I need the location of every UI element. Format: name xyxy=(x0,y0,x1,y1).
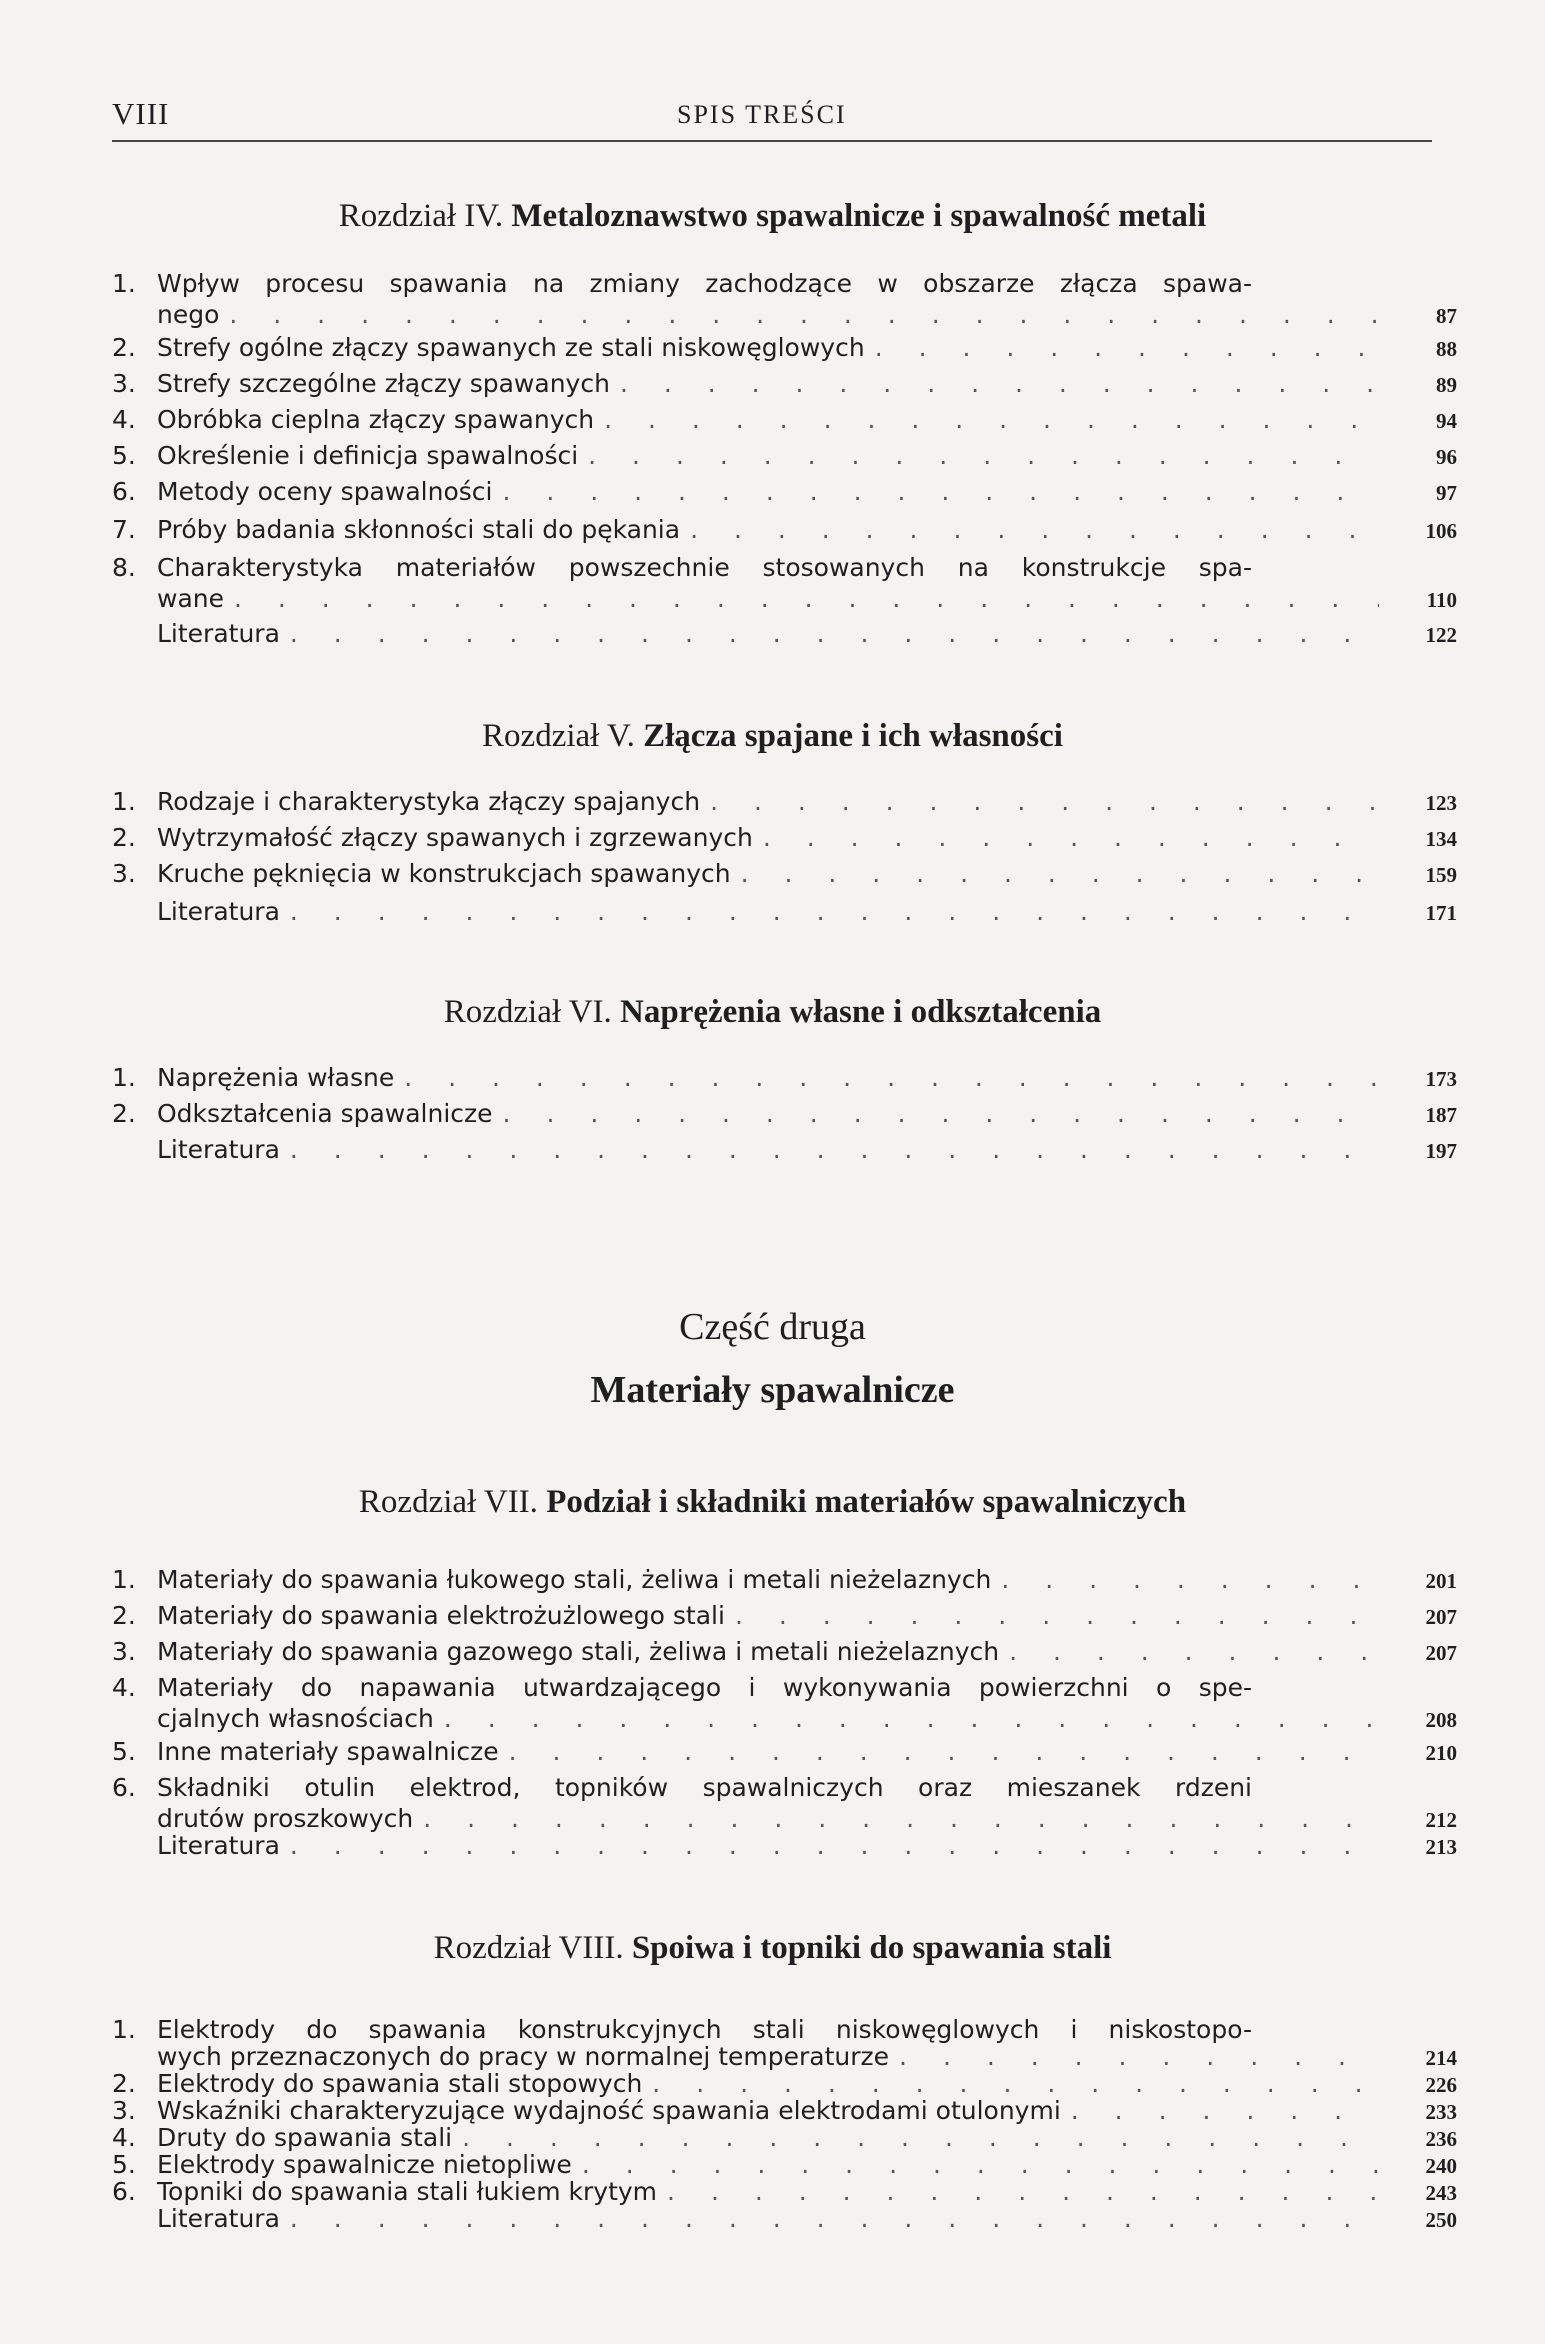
entry-page-number: 97 xyxy=(1436,481,1457,505)
entry-page-number: 240 xyxy=(1425,2154,1457,2178)
entry-number: 3. xyxy=(112,369,136,398)
chapter-8-heading xyxy=(0,1930,1545,1967)
entry-text: Metody oceny spawalności xyxy=(157,477,493,506)
leader-dots xyxy=(1001,1564,1379,1595)
entry-text: Druty do spawania stali xyxy=(157,2123,453,2152)
entry-text: Kruche pęknięcia w konstrukcjach spawanych xyxy=(157,859,731,888)
entry-text: Odkształcenia spawalnicze xyxy=(157,1099,493,1128)
entry-number: 4. xyxy=(112,405,136,434)
entry-number: 2. xyxy=(112,1601,136,1630)
leader-dots xyxy=(667,2178,1379,2205)
leader-dots xyxy=(290,2205,1379,2232)
entry-text: Rodzaje i charakterystyka złączy spajanych xyxy=(157,787,701,816)
entry-text: Strefy szczególne złączy spawanych xyxy=(157,369,610,398)
entry-number: 6. xyxy=(112,477,136,506)
entry-page-number: 213 xyxy=(1425,1835,1457,1859)
entry-text-line2: drutów proszkowych xyxy=(157,1804,414,1833)
entry-page-number: 173 xyxy=(1425,1067,1457,1091)
entry-number: 1. xyxy=(112,269,136,298)
entry-page-number: 87 xyxy=(1436,304,1457,328)
entry-text: Materiały do spawania elektrożużlowego stali xyxy=(157,1601,725,1630)
leader-dots xyxy=(735,1600,1379,1631)
leader-dots xyxy=(502,476,1379,507)
entry-page-number: 122 xyxy=(1425,623,1457,647)
entry-text: Obróbka cieplna złączy spawanych xyxy=(157,405,595,434)
leader-dots xyxy=(763,822,1379,853)
leader-dots xyxy=(690,514,1379,545)
entry-text-line2: wane xyxy=(157,584,224,613)
entry-page-number: 134 xyxy=(1425,827,1457,851)
leader-dots xyxy=(444,1703,1379,1734)
entry-text: Elektrody spawalnicze nietopliwe xyxy=(157,2150,572,2179)
chapter-4-heading xyxy=(0,198,1545,235)
chapter-5-heading xyxy=(0,718,1545,755)
leader-dots xyxy=(290,1134,1379,1165)
entry-page-number: 106 xyxy=(1425,519,1457,543)
page-folio: VIII xyxy=(112,96,170,131)
leader-dots xyxy=(290,896,1379,927)
entry-number: 2. xyxy=(112,2069,136,2098)
chapter-6-label: Rozdział VI. xyxy=(443,994,612,1030)
entry-page-number: 207 xyxy=(1425,1605,1457,1629)
entry-page-number: 210 xyxy=(1425,1741,1457,1765)
entry-text-line1: Materiały do napawania utwardzającego i wykonywania powierzchni o spe- xyxy=(157,1673,1252,1702)
leader-dots xyxy=(234,583,1379,614)
entry-page-number: 94 xyxy=(1436,409,1457,433)
running-head xyxy=(112,96,1432,142)
entry-number: 6. xyxy=(112,1773,136,1802)
entry-page-number: 110 xyxy=(1426,588,1457,612)
entry-number: 1. xyxy=(112,1063,136,1092)
entry-page-number: 243 xyxy=(1425,2181,1457,2205)
chapter-8-label: Rozdział VIII. xyxy=(433,1930,624,1966)
chapter-6-heading xyxy=(0,994,1545,1031)
entry-text: Próby badania skłonności stali do pękania xyxy=(157,515,681,544)
leader-dots xyxy=(1009,1636,1379,1667)
entry-text-line2: cjalnych własnościach xyxy=(157,1704,434,1733)
entry-number: 2. xyxy=(112,333,136,362)
entry-page-number: 233 xyxy=(1425,2100,1457,2124)
entry-page-number: 208 xyxy=(1425,1708,1457,1732)
entry-text: Materiały do spawania gazowego stali, żeliwa i metali nieżelaznych xyxy=(157,1637,1000,1666)
leader-dots xyxy=(290,618,1379,649)
leader-dots xyxy=(899,2043,1379,2070)
entry-number: 6. xyxy=(112,2177,136,2206)
chapter-8-title: Spoiwa i topniki do spawania stali xyxy=(631,1930,1112,1966)
entry-text: Literatura xyxy=(157,897,280,926)
entry-text: Wskaźniki charakteryzujące wydajność spawania elektrodami otulonymi xyxy=(157,2096,1061,2125)
leader-dots xyxy=(741,858,1379,889)
leader-dots xyxy=(503,1098,1379,1129)
entry-number: 2. xyxy=(112,823,136,852)
leader-dots xyxy=(290,1830,1379,1861)
entry-number: 3. xyxy=(112,859,136,888)
part-title: Część druga xyxy=(679,1306,866,1348)
entry-text-line1: Charakterystyka materiałów powszechnie stosowanych na konstrukcje spa- xyxy=(157,553,1252,582)
entry-number: 4. xyxy=(112,2123,136,2152)
leader-dots xyxy=(509,1736,1379,1767)
leader-dots xyxy=(604,404,1379,435)
leader-dots xyxy=(620,368,1379,399)
entry-number: 1. xyxy=(112,1565,136,1594)
leader-dots xyxy=(875,332,1379,363)
entry-text-line1: Wpływ procesu spawania na zmiany zachodzące w obszarze złącza spawa- xyxy=(157,269,1252,298)
entry-page-number: 171 xyxy=(1425,901,1457,925)
entry-number: 2. xyxy=(112,1099,136,1128)
leader-dots xyxy=(582,2151,1379,2178)
entry-page-number: 96 xyxy=(1436,445,1457,469)
entry-page-number: 226 xyxy=(1425,2073,1457,2097)
chapter-4-title: Metaloznawstwo spawalnicze i spawalność metali xyxy=(511,198,1207,234)
entry-text: Literatura xyxy=(157,1135,280,1164)
chapter-7-heading xyxy=(0,1484,1545,1521)
entry-text: Strefy ogólne złączy spawanych ze stali niskowęglowych xyxy=(157,333,865,362)
leader-dots xyxy=(1071,2097,1379,2124)
entry-text: Literatura xyxy=(157,1831,280,1860)
entry-number: 3. xyxy=(112,1637,136,1666)
chapter-6-title: Naprężenia własne i odkształcenia xyxy=(620,994,1102,1030)
entry-page-number: 214 xyxy=(1425,2046,1457,2070)
chapter-5-title: Złącza spajane i ich własności xyxy=(643,718,1063,754)
entry-text: Topniki do spawania stali łukiem krytym xyxy=(157,2177,658,2206)
entry-number: 5. xyxy=(112,1737,136,1766)
leader-dots xyxy=(652,2070,1379,2097)
leader-dots xyxy=(588,440,1379,471)
entry-number: 1. xyxy=(112,787,136,816)
chapter-4-label: Rozdział IV. xyxy=(338,198,504,234)
entry-text-line1: Elektrody do spawania konstrukcyjnych stali niskowęglowych i niskostopo- xyxy=(157,2015,1252,2044)
entry-number: 5. xyxy=(112,441,136,470)
part-subtitle: Materiały spawalnicze xyxy=(590,1369,955,1411)
entry-number: 3. xyxy=(112,2096,136,2125)
entry-text: Literatura xyxy=(157,2204,280,2233)
entry-number: 5. xyxy=(112,2150,136,2179)
entry-page-number: 123 xyxy=(1425,791,1457,815)
entry-page-number: 89 xyxy=(1436,373,1457,397)
entry-page-number: 88 xyxy=(1436,337,1457,361)
chapter-7-title: Podział i składniki materiałów spawalniczych xyxy=(546,1484,1187,1520)
entry-number: 7. xyxy=(112,515,136,544)
entry-text: Literatura xyxy=(157,619,280,648)
entry-text: Elektrody do spawania stali stopowych xyxy=(157,2069,643,2098)
entry-number: 1. xyxy=(112,2015,136,2044)
entry-page-number: 207 xyxy=(1425,1641,1457,1665)
running-title: SPIS TREŚCI xyxy=(677,100,847,129)
entry-text: Materiały do spawania łukowego stali, żeliwa i metali nieżelaznych xyxy=(157,1565,992,1594)
entry-text-line1: Składniki otulin elektrod, topników spawalniczych oraz mieszanek rdzeni xyxy=(157,1773,1252,1802)
entry-number: 4. xyxy=(112,1673,136,1702)
entry-text: Określenie i definicja spawalności xyxy=(157,441,579,470)
leader-dots xyxy=(710,786,1379,817)
entry-page-number: 187 xyxy=(1425,1103,1457,1127)
entry-text: Wytrzymałość złączy spawanych i zgrzewanych xyxy=(157,823,753,852)
entry-page-number: 250 xyxy=(1425,2208,1457,2232)
entry-page-number: 212 xyxy=(1425,1808,1457,1832)
entry-page-number: 197 xyxy=(1425,1139,1457,1163)
entry-text-line2: wych przeznaczonych do pracy w normalnej temperaturze xyxy=(157,2042,890,2071)
entry-page-number: 159 xyxy=(1425,863,1457,887)
entry-text: Inne materiały spawalnicze xyxy=(157,1737,499,1766)
entry-text: Naprężenia własne xyxy=(157,1063,395,1092)
leader-dots xyxy=(404,1062,1379,1093)
entry-number: 8. xyxy=(112,553,136,582)
chapter-7-label: Rozdział VII. xyxy=(358,1484,538,1520)
entry-page-number: 201 xyxy=(1425,1569,1457,1593)
entry-text-line2: nego xyxy=(157,300,220,329)
leader-dots xyxy=(462,2124,1379,2151)
entry-page-number: 236 xyxy=(1425,2127,1457,2151)
leader-dots xyxy=(229,299,1379,330)
chapter-5-label: Rozdział V. xyxy=(482,718,635,754)
